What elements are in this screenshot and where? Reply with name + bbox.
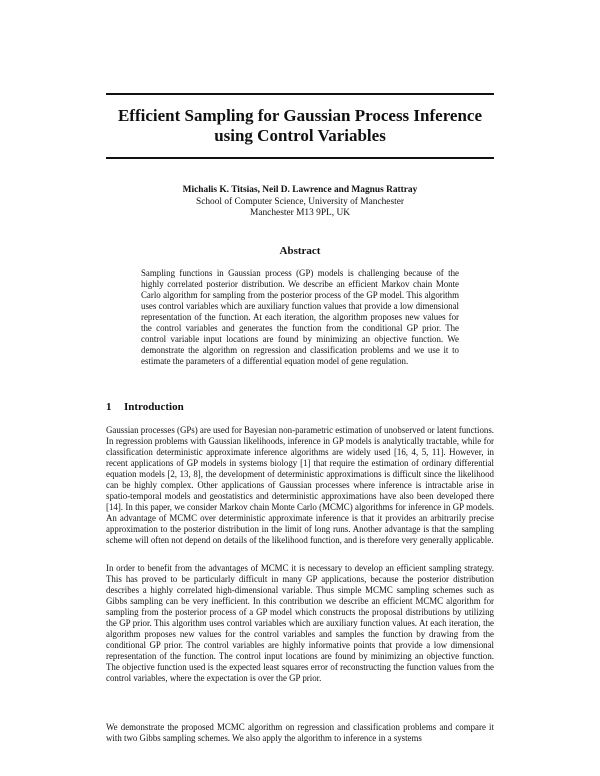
- section-heading: [106, 401, 184, 413]
- address: Manchester M13 9PL, UK: [250, 208, 350, 218]
- abstract-heading: Abstract: [279, 245, 321, 257]
- abstract-text: Sampling functions in Gaussian process (GP) models is challenging because of the highly correlated posterior distribution. We describe an efficient Markov chain Monte Carlo algorithm for sampling from the posterior process of the GP model. This algorithm uses control variables which are auxiliary function values that provide a low dimensional representation of the function. At each iteration, the algorithm proposes new values for the control variables and generates the function from the conditional GP prior. The control variable input locations are found by minimizing an objective function. We demonstrate the algorithm on regression and classification problems and we use it to estimate the parameters of a differential equation model of gene regulation.: [141, 268, 459, 366]
- section-title: Introduction: [124, 401, 184, 413]
- intro-paragraph-2: In order to benefit from the advantages of MCMC it is necessary to develop an efficient sampling strategy. This has proved to be particularly difficult in many GP applications, because the posterior distribution describes a highly correlated high-dimensional variable. Thus simple MCMC sampling schemes such as Gibbs sampling can be very inefficient. In this contribution we describe an efficient MCMC algorithm for sampling from the posterior process of a GP model which constructs the proposal distributions by utilizing the GP prior. This algorithm uses control variables which are auxiliary function values. At each iteration, the algorithm proposes new values for the control variables and samples the function by drawing from the conditional GP prior. The control variables are highly informative points that provide a low dimensional representation of the function. The control input locations are found by minimizing an objective function. The objective function used is the expected least squares error of reconstructing the function values from the control variables, where the expectation is over the GP prior.: [106, 563, 494, 683]
- paper-title: [106, 106, 494, 146]
- affiliation: School of Computer Science, University of Manchester: [195, 196, 405, 207]
- title-line-1: Efficient Sampling for Gaussian Process Inference: [117, 106, 483, 125]
- title-top-rule: [106, 93, 494, 95]
- title-line-2: using Control Variables: [214, 126, 386, 145]
- title-bottom-rule: [106, 157, 494, 159]
- intro-paragraph-1: Gaussian processes (GPs) are used for Bayesian non-parametric estimation of unobserved or latent functions. In regression problems with Gaussian likelihoods, inference in GP models is analytically tractable, while for classification deterministic approximate inference algorithms are widely used [16, 4, 5, 11]. However, in recent applications of GP models in systems biology [1] that require the estimation of ordinary differential equation models [2, 13, 8], the development of deterministic approximations is difficult since the likelihood can be highly complex. Other applications of Gaussian processes where inference is intractable arise in spatio-temporal models and geostatistics and deterministic approximations have also been developed there [14]. In this paper, we consider Markov chain Monte Carlo (MCMC) algorithms for inference in GP models. An advantage of MCMC over deterministic approximate inference is that it provides an arbitrarily precise approximation to the posterior distribution in the limit of long runs. Another advantage is that the sampling scheme will often not depend on details of the likelihood function, and is therefore very generally applicable.: [106, 425, 494, 545]
- intro-paragraph-3: We demonstrate the proposed MCMC algorithm on regression and classification problems and compare it with two Gibbs sampling schemes. We also apply the algorithm to inference in a systems: [106, 722, 494, 743]
- author-block: [106, 185, 494, 220]
- author-names: Michalis K. Titsias, Neil D. Lawrence and Magnus Rattray: [182, 185, 418, 195]
- section-number: 1: [106, 401, 112, 413]
